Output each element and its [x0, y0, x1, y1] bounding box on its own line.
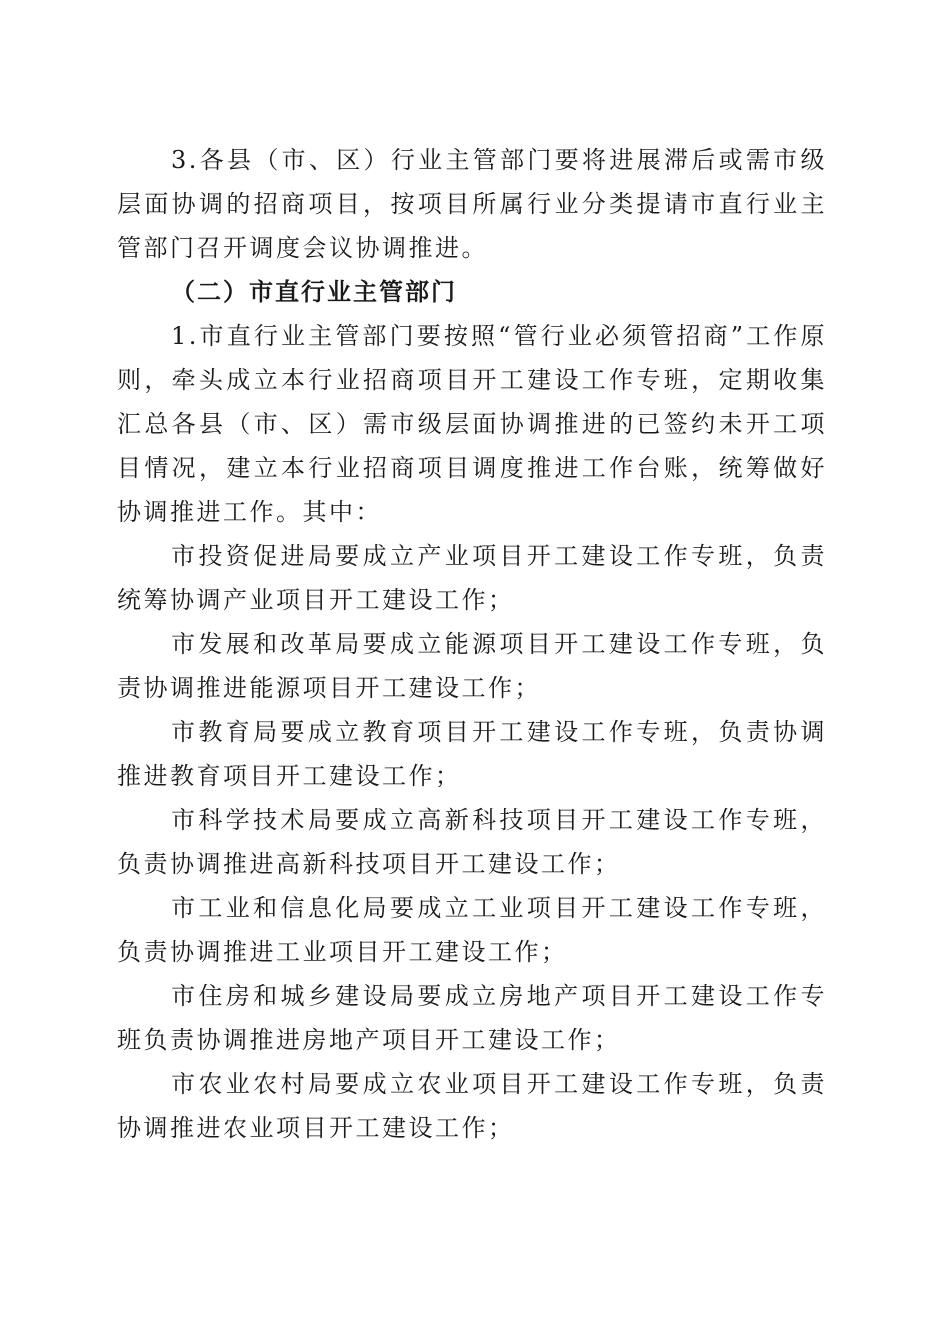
paragraph-county-departments: 3.各县（市、区）行业主管部门要将进展滞后或需市级层面协调的招商项目，按项目所属行业分类提请市直行业主管部门召开调度会议协调推进。 [117, 146, 827, 262]
paragraph-investment-bureau: 市投资促进局要成立产业项目开工建设工作专班，负责统筹协调产业项目开工建设工作； [117, 542, 827, 614]
paragraph-industry-it-bureau: 市工业和信息化局要成立工业项目开工建设工作专班，负责协调推进工业项目开工建设工作； [117, 894, 827, 966]
section-heading-city-departments: （二）市直行业主管部门 [171, 277, 457, 306]
paragraph-housing-construction-bureau: 市住房和城乡建设局要成立房地产项目开工建设工作专班负责协调推进房地产项目开工建设工作； [117, 982, 827, 1054]
paragraph-development-reform-bureau: 市发展和改革局要成立能源项目开工建设工作专班，负责协调推进能源项目开工建设工作； [117, 630, 827, 702]
document-body [117, 138, 827, 1150]
paragraph-city-departments-duty: 1.市直行业主管部门要按照“管行业必须管招商”工作原则，牵头成立本行业招商项目开工建设工作专班，定期收集汇总各县（市、区）需市级层面协调推进的已签约未开工项目情况，建立本行业招商项目调度推进工作台账，统筹做好协调推进工作。其中： [117, 322, 827, 526]
paragraph-agriculture-bureau: 市农业农村局要成立农业项目开工建设工作专班，负责协调推进农业项目开工建设工作； [117, 1070, 827, 1142]
paragraph-education-bureau: 市教育局要成立教育项目开工建设工作专班，负责协调推进教育项目开工建设工作； [117, 718, 827, 790]
paragraph-science-technology-bureau: 市科学技术局要成立高新科技项目开工建设工作专班，负责协调推进高新科技项目开工建设工作； [117, 806, 827, 878]
